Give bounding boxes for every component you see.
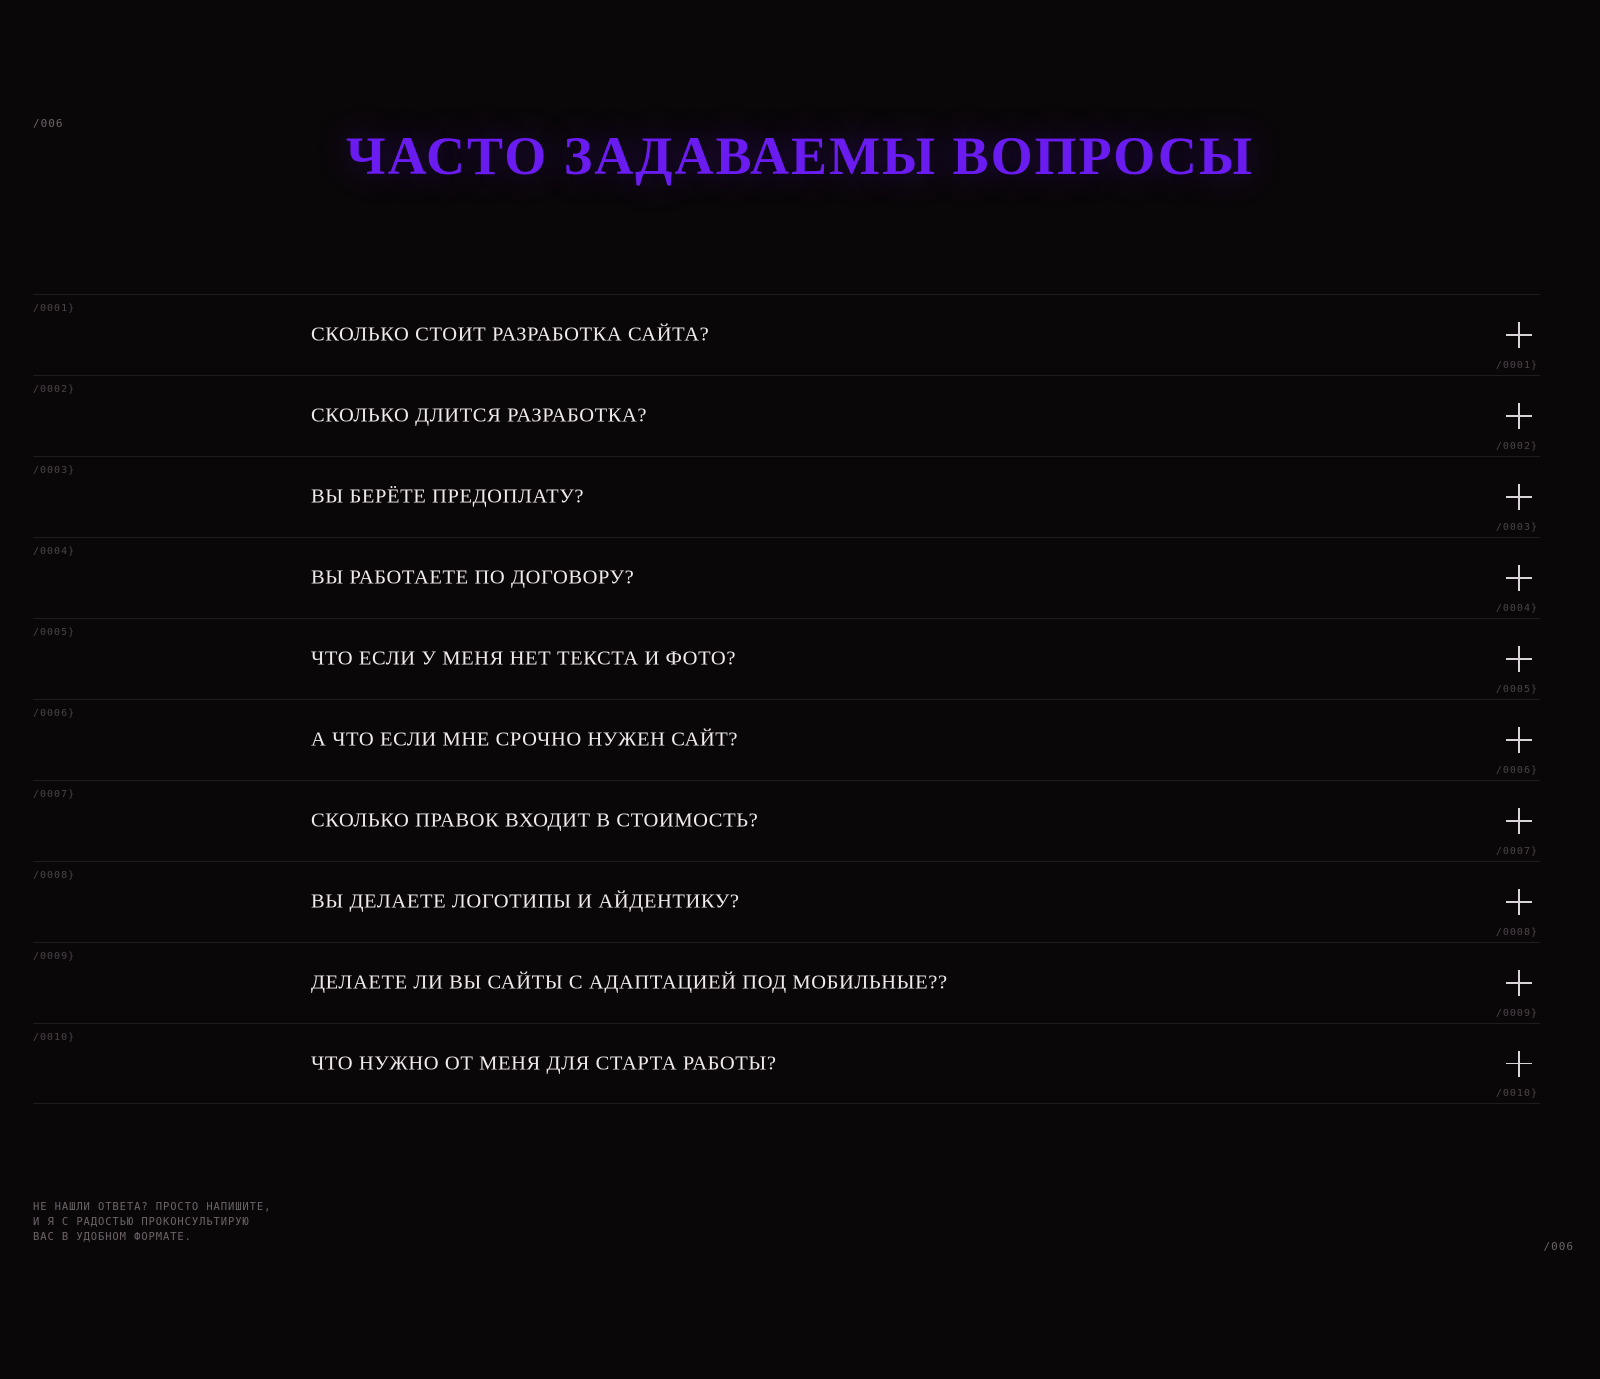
- faq-item-index-right: /0008}: [1495, 927, 1538, 938]
- faq-item-question: СКОЛЬКО СТОИТ РАЗРАБОТКА САЙТА?: [311, 323, 710, 346]
- section-index-bottom: /006: [1543, 1240, 1574, 1253]
- faq-item-index-left: /0007}: [33, 789, 76, 800]
- plus-icon[interactable]: [1506, 970, 1532, 996]
- plus-icon[interactable]: [1506, 727, 1532, 753]
- faq-item[interactable]: [33, 780, 1540, 861]
- faq-item[interactable]: [33, 861, 1540, 942]
- faq-item[interactable]: [33, 294, 1540, 375]
- faq-item[interactable]: [33, 699, 1540, 780]
- faq-item-index-left: /0009}: [33, 951, 76, 962]
- page-title: ЧАСТО ЗАДАВАЕМЫ ВОПРОСЫ: [346, 126, 1254, 186]
- faq-item-index-left: /0008}: [33, 870, 76, 881]
- faq-item-question: ЧТО ЕСЛИ У МЕНЯ НЕТ ТЕКСТА И ФОТО?: [311, 647, 737, 670]
- faq-item-index-right: /0005}: [1495, 684, 1538, 695]
- plus-icon[interactable]: [1506, 889, 1532, 915]
- faq-item[interactable]: [33, 942, 1540, 1023]
- faq-item-index-left: /0002}: [33, 384, 76, 395]
- faq-item-index-right: /0009}: [1495, 1008, 1538, 1019]
- faq-item-question: ЧТО НУЖНО ОТ МЕНЯ ДЛЯ СТАРТА РАБОТЫ?: [311, 1052, 777, 1074]
- faq-item-question: ВЫ РАБОТАЕТЕ ПО ДОГОВОРУ?: [311, 566, 635, 589]
- faq-list: [33, 294, 1540, 1104]
- faq-item-question: ДЕЛАЕТЕ ЛИ ВЫ САЙТЫ С АДАПТАЦИЕЙ ПОД МОБИЛЬНЫЕ??: [311, 971, 948, 994]
- footer-note: НЕ НАШЛИ ОТВЕТА? ПРОСТО НАПИШИТЕ, И Я С РАДОСТЬЮ ПРОКОНСУЛЬТИРУЮ ВАС В УДОБНОМ ФОРМАТЕ.: [33, 1201, 272, 1243]
- faq-item-index-right: /0001}: [1495, 360, 1538, 371]
- faq-item-index-left: /0004}: [33, 546, 76, 557]
- plus-icon[interactable]: [1506, 1051, 1532, 1077]
- faq-item[interactable]: [33, 456, 1540, 537]
- faq-item-question: ВЫ БЕРЁТЕ ПРЕДОПЛАТУ?: [311, 485, 585, 508]
- plus-icon[interactable]: [1506, 403, 1532, 429]
- faq-item-question: А ЧТО ЕСЛИ МНЕ СРОЧНО НУЖЕН САЙТ?: [311, 728, 739, 751]
- faq-item-index-left: /0001}: [33, 303, 76, 314]
- section-index-top: /006: [33, 117, 64, 130]
- faq-item-question: ВЫ ДЕЛАЕТЕ ЛОГОТИПЫ И АЙДЕНТИКУ?: [311, 890, 740, 913]
- faq-item-index-left: /0010}: [33, 1032, 76, 1043]
- faq-item-index-right: /0003}: [1495, 522, 1538, 533]
- faq-item-index-right: /0007}: [1495, 846, 1538, 857]
- faq-item-index-right: /0010}: [1495, 1088, 1538, 1099]
- faq-item-index-right: /0006}: [1495, 765, 1538, 776]
- faq-item-index-right: /0004}: [1495, 603, 1538, 614]
- faq-item-index-left: /0006}: [33, 708, 76, 719]
- plus-icon[interactable]: [1506, 484, 1532, 510]
- plus-icon[interactable]: [1506, 808, 1532, 834]
- faq-item-question: СКОЛЬКО ДЛИТСЯ РАЗРАБОТКА?: [311, 404, 648, 427]
- plus-icon[interactable]: [1506, 322, 1532, 348]
- plus-icon[interactable]: [1506, 565, 1532, 591]
- plus-icon[interactable]: [1506, 646, 1532, 672]
- faq-item-index-left: /0003}: [33, 465, 76, 476]
- faq-item[interactable]: [33, 537, 1540, 618]
- faq-item-question: СКОЛЬКО ПРАВОК ВХОДИТ В СТОИМОСТЬ?: [311, 809, 759, 832]
- faq-item[interactable]: [33, 375, 1540, 456]
- faq-item[interactable]: [33, 618, 1540, 699]
- faq-item[interactable]: [33, 1023, 1540, 1104]
- faq-item-index-left: /0005}: [33, 627, 76, 638]
- faq-item-index-right: /0002}: [1495, 441, 1538, 452]
